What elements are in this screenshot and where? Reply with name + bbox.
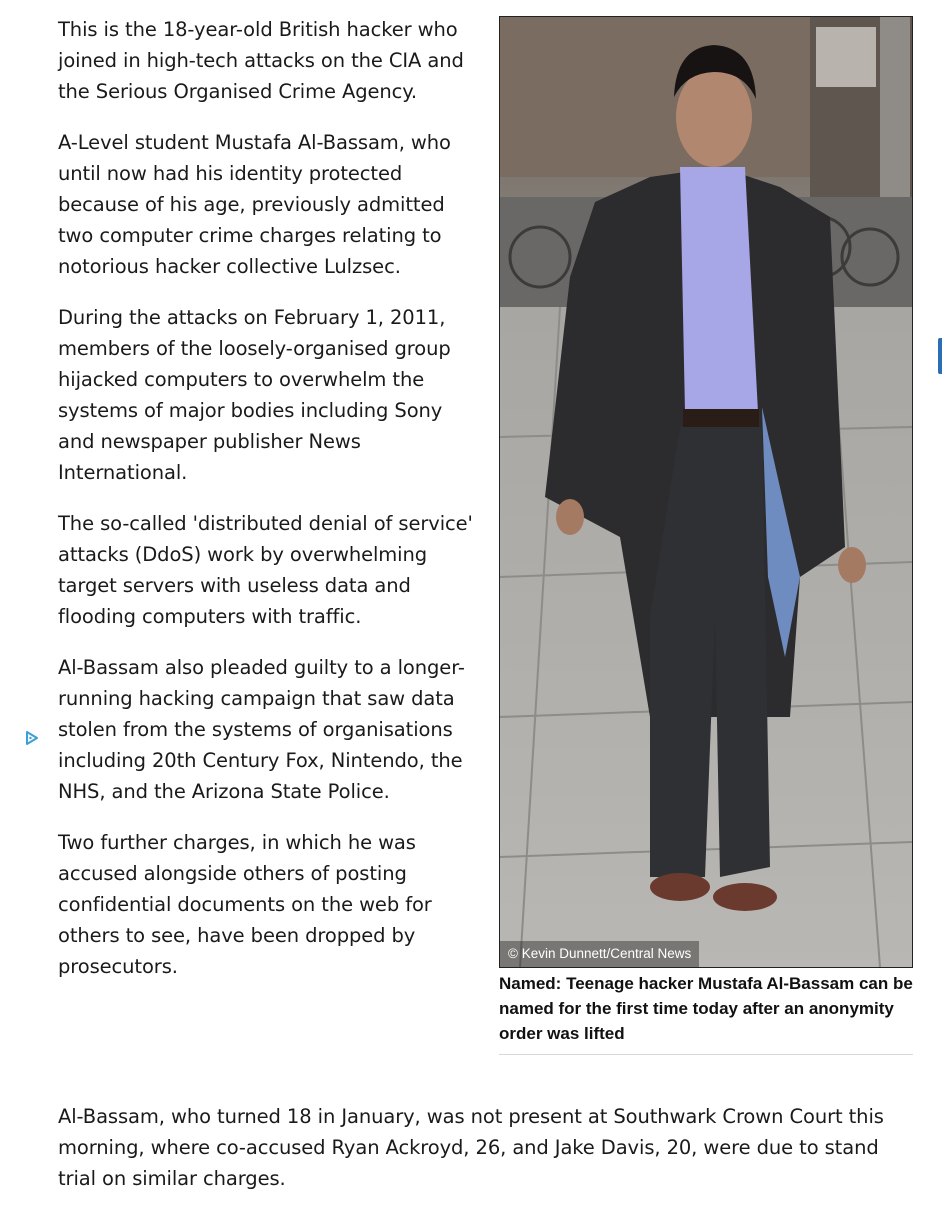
article-paragraph-6: Two further charges, in which he was accused alongside others of posting confidential documents on the web for others to see, have been dropped by prosecutors. <box>58 831 432 978</box>
article-paragraph-4: The so-called 'distributed denial of service' attacks (DdoS) work by overwhelming target servers with useless data and flooding computers with traffic. <box>58 512 473 628</box>
photo-illustration <box>500 17 912 967</box>
article-paragraph-5: Al-Bassam also pleaded guilty to a longer-running hacking campaign that saw data stolen from the systems of organisations including 20th Century Fox, Nintendo, the NHS, and the Arizona State Police. <box>58 656 465 803</box>
article-paragraph-1: This is the 18-year-old British hacker who joined in high-tech attacks on the CIA and the Serious Organised Crime Agency. <box>58 18 464 103</box>
article-paragraph-7: Al-Bassam, who turned 18 in January, was not present at Southwark Crown Court this morning, where co-accused Ryan Ackroyd, 26, and Jake Davis, 20, were due to stand trial on similar charges. <box>58 1105 884 1190</box>
photo-credit: © Kevin Dunnett/Central News <box>500 941 699 967</box>
adchoices-icon[interactable] <box>24 730 40 746</box>
photo-caption: Named: Teenage hacker Mustafa Al-Bassam can be named for the first time today after an anonymity order was lifted <box>499 971 913 1055</box>
article-text-column <box>58 14 476 1002</box>
article-full-width-text <box>58 1101 918 1214</box>
article-paragraph-2: A-Level student Mustafa Al-Bassam, who until now had his identity protected because of his age, previously admitted two computer crime charges relating to notorious hacker collective Lulzsec. <box>58 131 451 278</box>
edge-tab-marker[interactable] <box>938 338 942 374</box>
article-photo[interactable] <box>499 16 913 968</box>
article-paragraph-3: During the attacks on February 1, 2011, members of the loosely-organised group hijacked computers to overwhelm the systems of major bodies including Sony and newspaper publisher News International. <box>58 306 451 484</box>
